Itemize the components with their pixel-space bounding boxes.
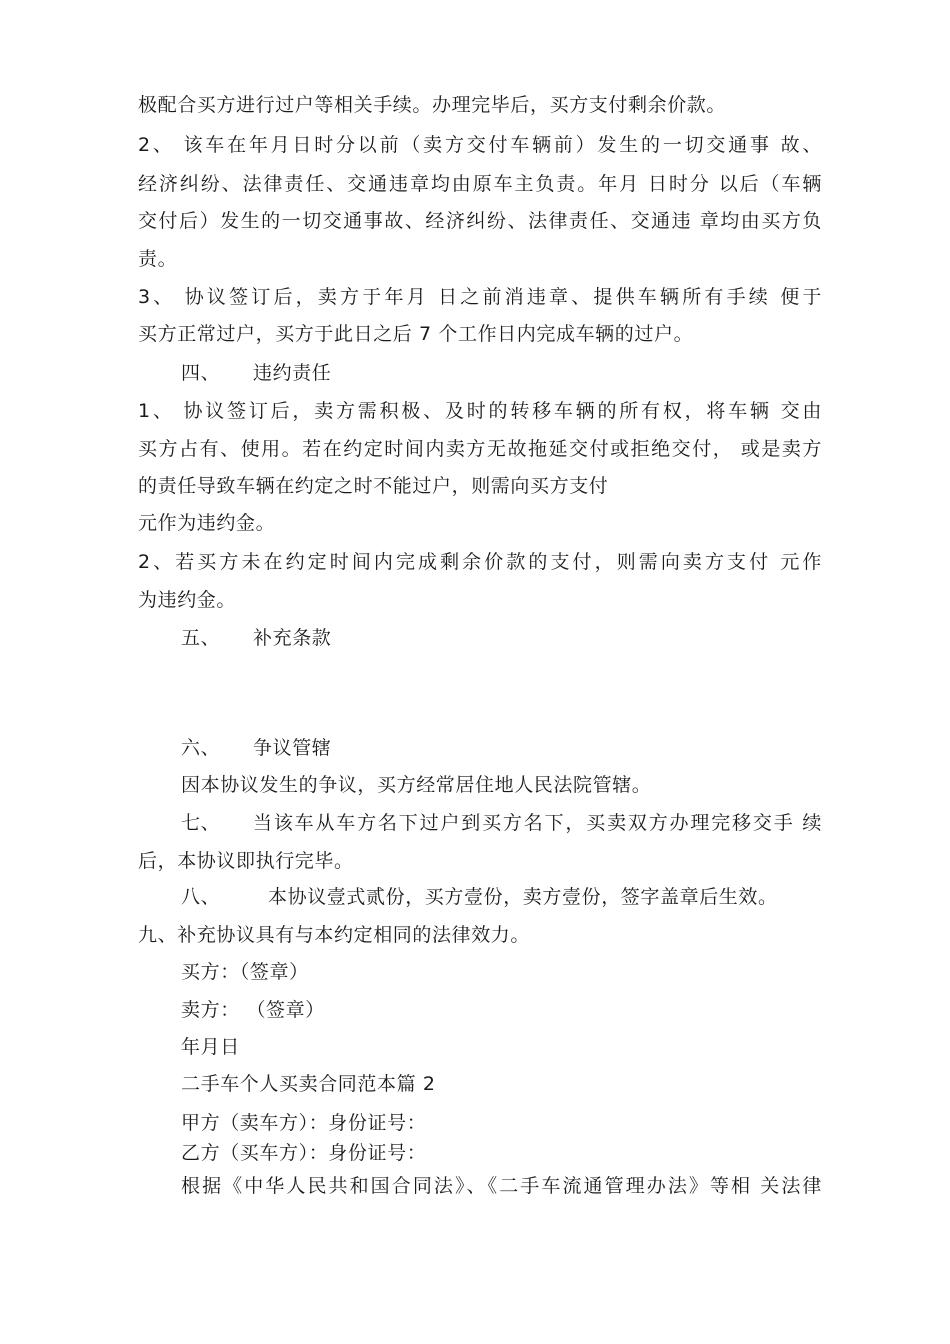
paragraph-line: 2、 该车在年月日时分以前（卖方交付车辆前）发生的一切交通事 故、 (138, 134, 822, 156)
section-title: 违约责任 (253, 362, 332, 384)
paragraph-line: 后，本协议即执行完毕。 (138, 850, 354, 872)
section-number: 四、 (181, 362, 221, 384)
paragraph-line: 当该车从车方名下过户到买方名下，买卖双方办理完移交手 续 (253, 812, 822, 834)
paragraph-line: 为违约金。 (138, 589, 237, 611)
paragraph-line: 2、若买方未在约定时间内完成剩余价款的支付，则需向卖方支付 元作 (138, 551, 822, 573)
paragraph-line: 3、 协议签订后，卖方于年月 日之前消违章、提供车辆所有手续 便于 (138, 286, 822, 308)
paragraph-line: 因本协议发生的争议，买方经常居住地人民法院管辖。 (181, 774, 652, 796)
paragraph-line: 本协议壹式贰份，买方壹份，卖方壹份，签字盖章后生效。 (268, 886, 778, 908)
section-number: 七、 (181, 812, 221, 834)
paragraph-line: 极配合买方进行过户等相关手续。办理完毕后，买方支付剩余价款。 (138, 94, 727, 116)
paragraph-line: 九、补充协议具有与本约定相同的法律效力。 (138, 924, 531, 946)
paragraph-line: 元作为违约金。 (138, 512, 276, 534)
section-title: 补充条款 (253, 627, 332, 649)
party-a-line: 甲方（卖车方）：身份证号： (181, 1112, 427, 1134)
section-number: 六、 (181, 737, 221, 759)
paragraph-line: 买方占有、使用。若在约定时间内卖方无故拖延交付或拒绝交付， 或是卖方 (138, 438, 822, 460)
seller-signature-line: 卖方： （签章） (181, 999, 325, 1021)
buyer-signature-line: 买方：（签章） (181, 961, 309, 983)
paragraph-line: 经济纠纷、法律责任、交通违章均由原车主负责。年月 日时分 以后（车辆 (138, 173, 822, 195)
section-title: 争议管辖 (253, 737, 332, 759)
date-line: 年月日 (181, 1036, 240, 1058)
paragraph-line: 根据《中华人民共和国合同法》、《二手车流通管理办法》等相 关法律 (181, 1175, 822, 1197)
paragraph-line: 1、 协议签订后，卖方需积极、及时的转移车辆的所有权，将车辆 交由 (138, 400, 822, 422)
paragraph-line: 买方正常过户，买方于此日之后 7 个工作日内完成车辆的过户。 (138, 323, 694, 345)
section-heading: 二手车个人买卖合同范本篇 2 (181, 1073, 436, 1095)
party-b-line: 乙方（买车方）：身份证号： (181, 1142, 427, 1164)
paragraph-line: 的责任导致车辆在约定之时不能过户，则需向买方支付 (138, 475, 609, 497)
section-number: 五、 (181, 627, 221, 649)
paragraph-line: 责。 (138, 248, 178, 270)
section-number: 八、 (181, 886, 221, 908)
paragraph-line: 交付后）发生的一切交通事故、经济纠纷、法律责任、交通违 章均由买方负 (138, 210, 822, 232)
